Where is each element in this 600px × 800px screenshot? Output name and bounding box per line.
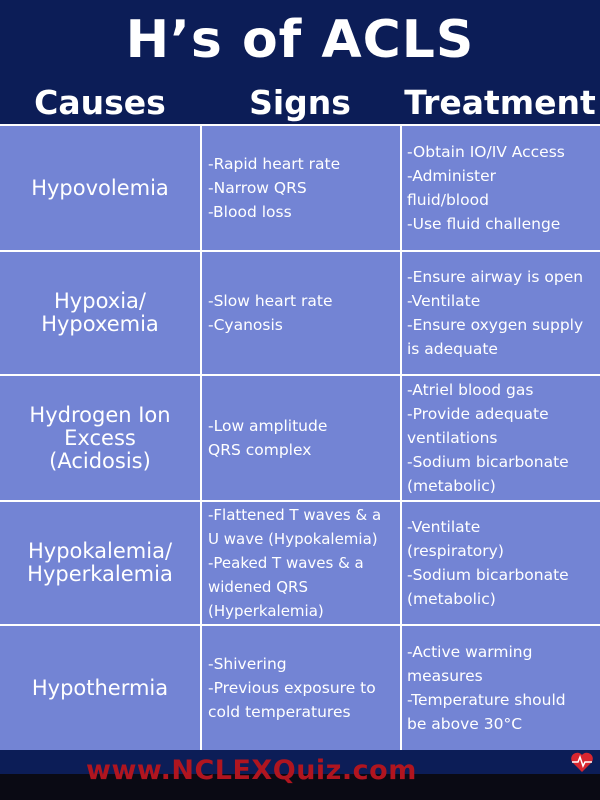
sign-text: U wave (Hypokalemia)	[208, 530, 378, 548]
column-headers	[0, 82, 600, 124]
treatment-text: -Ensure oxygen supply	[407, 316, 584, 334]
treatment-cell	[400, 626, 600, 750]
header-causes: Causes	[34, 83, 166, 122]
cause-text: Hydrogen Ion	[29, 402, 171, 427]
treatment-cell	[400, 126, 600, 250]
treatment-text: -Provide adequate	[407, 405, 549, 423]
cause-text: Hypothermia	[31, 675, 169, 700]
header-signs: Signs	[249, 83, 351, 122]
treatment-text: measures	[407, 667, 483, 685]
signs-cell	[200, 376, 400, 500]
table-row	[0, 374, 600, 500]
treatment-text: -Administer	[407, 167, 497, 185]
treatment-text: -Temperature should	[407, 691, 566, 709]
treatment-text: -Atriel blood gas	[407, 381, 534, 399]
sign-text: -Blood loss	[208, 203, 292, 221]
cause-cell	[8, 126, 192, 250]
cause-cell	[8, 502, 192, 624]
treatment-cell	[400, 376, 600, 500]
treatment-cell	[400, 252, 600, 374]
cause-cell	[8, 376, 192, 500]
treatment-text: -Obtain IO/IV Access	[407, 143, 565, 161]
cause-text: Excess	[64, 425, 136, 450]
sign-text: QRS complex	[208, 441, 312, 459]
table-row	[0, 124, 600, 250]
treatment-text: -Ventilate	[407, 292, 481, 310]
signs-cell	[200, 126, 400, 250]
sign-text: -Slow heart rate	[208, 292, 333, 310]
sign-text: -Peaked T waves & a	[208, 554, 364, 572]
acls-table	[0, 124, 600, 750]
treatment-text: -Ventilate	[407, 518, 481, 536]
cause-text: Hypoxemia	[41, 312, 159, 336]
sign-text: cold temperatures	[208, 703, 351, 721]
signs-cell	[200, 502, 400, 624]
sign-text: -Rapid heart rate	[208, 155, 341, 173]
signs-cell	[200, 252, 400, 374]
cause-text: (Acidosis)	[49, 448, 151, 473]
heart-ecg-icon	[570, 751, 594, 773]
signs-cell	[200, 626, 400, 750]
treatment-text: -Sodium bicarbonate	[407, 566, 569, 584]
sign-text: -Flattened T waves & a	[208, 506, 382, 524]
treatment-text: -Ensure airway is open	[407, 268, 584, 286]
treatment-cell	[400, 502, 600, 624]
header-treatment: Treatment	[404, 83, 596, 122]
cause-text: Hypoxia/	[54, 289, 146, 313]
table-row	[0, 250, 600, 374]
sign-text: -Narrow QRS	[208, 179, 307, 197]
treatment-text: -Use fluid challenge	[407, 215, 561, 233]
treatment-text: ventilations	[407, 429, 498, 447]
treatment-text: (metabolic)	[407, 590, 496, 608]
website-link[interactable]: www.NCLEXQuiz.com	[86, 755, 417, 786]
treatment-text: is adequate	[407, 340, 498, 358]
sign-text: -Previous exposure to	[208, 679, 376, 697]
treatment-text: -Sodium bicarbonate	[407, 453, 569, 471]
treatment-text: (metabolic)	[407, 477, 496, 495]
treatment-text: -Active warming	[407, 643, 533, 661]
cause-text: Hypovolemia	[31, 175, 169, 200]
table-row	[0, 624, 600, 750]
cause-cell	[8, 252, 192, 374]
table-row	[0, 500, 600, 624]
sign-text: (Hyperkalemia)	[208, 602, 324, 620]
treatment-text: (respiratory)	[407, 542, 504, 560]
treatment-text: be above 30°C	[407, 715, 523, 733]
sign-text: -Cyanosis	[208, 316, 283, 334]
page-title: H’s of ACLS	[125, 10, 475, 70]
sign-text: -Shivering	[208, 655, 287, 673]
sign-text: -Low amplitude	[208, 417, 328, 435]
cause-text: Hyperkalemia	[27, 562, 173, 586]
cause-cell	[8, 626, 192, 750]
treatment-text: fluid/blood	[407, 191, 489, 209]
sign-text: widened QRS	[208, 578, 308, 596]
cause-text: Hypokalemia/	[27, 539, 173, 563]
